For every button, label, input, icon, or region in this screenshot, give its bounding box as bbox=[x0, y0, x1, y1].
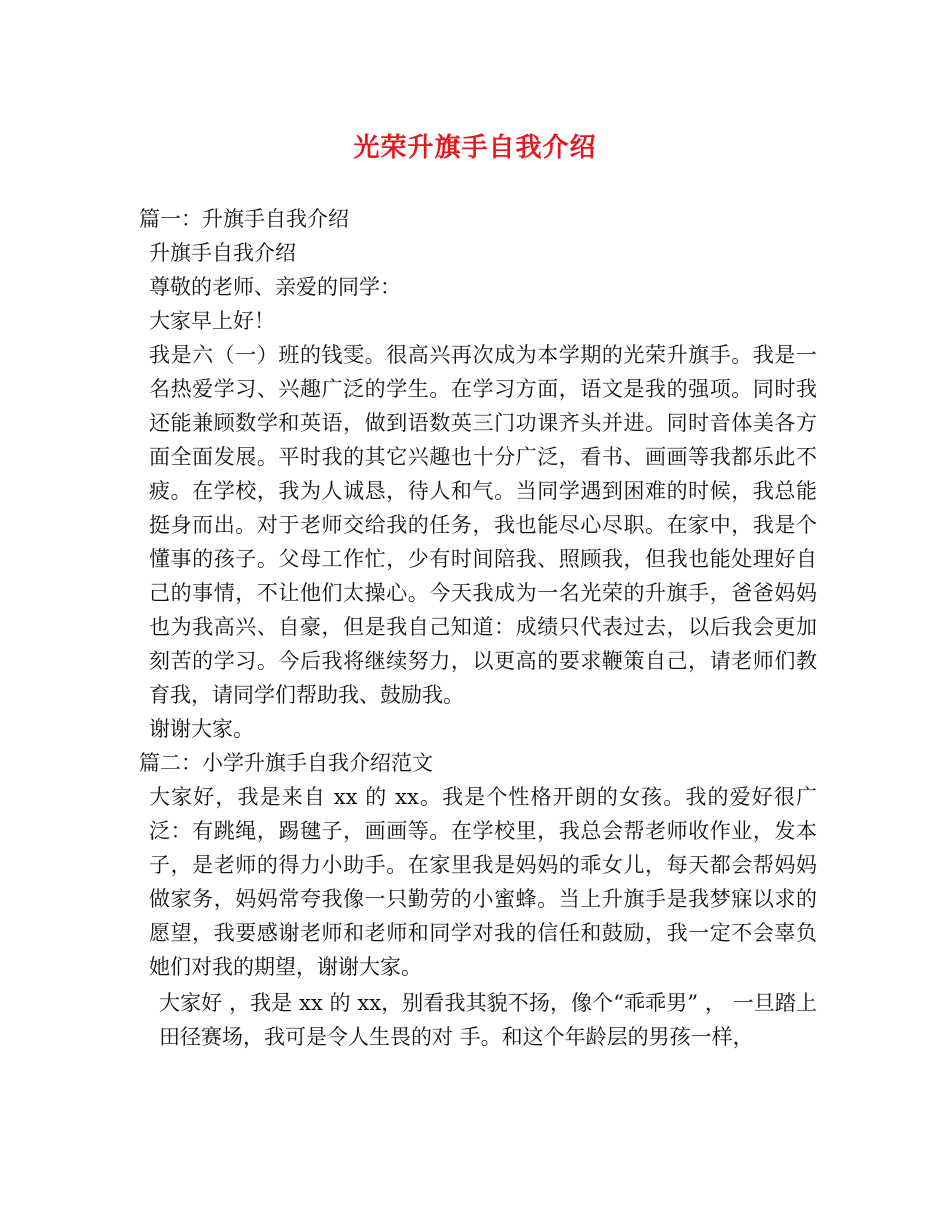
document-body bbox=[139, 202, 817, 1054]
salutation: 尊敬的老师、亲爱的同学： bbox=[149, 275, 401, 299]
body-paragraph: 我是六（一）班的钱雯。很高兴再次成为本学期的光荣升旗手。我是一名热爱学习、兴趣广泛的学生。在学习方面，语文是我的强项。同时我还能兼顾数学和英语，做到语数英三门功课齐头并进。同时音体美各方面全面发展。平时我的其它兴趣也十分广泛，看书、画画等我都乐此不疲。在学校，我为人诚恳，待人和气。当同学遇到困难的时候，我总能挺身而出。对于老师交给我的任务，我也能尽心尽职。在家中，我是个懂事的孩子。父母工作忙，少有时间陪我、照顾我，但我也能处理好自己的事情，不让他们太操心。今天我成为一名光荣的升旗手，爸爸妈妈也为我高兴、自豪，但是我自己知道：成绩只代表过去，以后我会更加刻苦的学习。今后我将继续努力，以更高的要求鞭策自己，请老师们教育我，请同学们帮助我、鼓励我。 bbox=[149, 343, 817, 707]
section-heading-1: 篇一：升旗手自我介绍 bbox=[139, 207, 349, 231]
section-heading-2: 篇二：小学升旗手自我介绍范文 bbox=[139, 751, 433, 775]
body-paragraph: 大家好，我是来自 xx 的 xx。我是个性格开朗的女孩。我的爱好很广泛：有跳绳，踢毽子，画画等。在学校里，我总会帮老师收作业，发本子，是老师的得力小助手。在家里我是妈妈的乖女儿，每天都会帮妈妈做家务，妈妈常夸我像一只勤劳的小蜜蜂。当上升旗手是我梦寐以求的愿望，我要感谢老师和老师和同学对我的信任和鼓励，我一定不会辜负她们对我的期望，谢谢大家。 bbox=[149, 785, 817, 979]
document-title: 光荣升旗手自我介绍 bbox=[353, 133, 597, 163]
closing-line: 谢谢大家。 bbox=[149, 717, 254, 741]
section-subtitle: 升旗手自我介绍 bbox=[149, 241, 296, 265]
greeting: 大家早上好！ bbox=[149, 309, 275, 333]
body-paragraph: 大家好 ，我是 xx 的 xx，别看我其貌不扬，像个“乖乖男” ， 一旦踏上田径赛场，我可是令人生畏的对 手。和这个年龄层的男孩一样， bbox=[159, 991, 817, 1049]
